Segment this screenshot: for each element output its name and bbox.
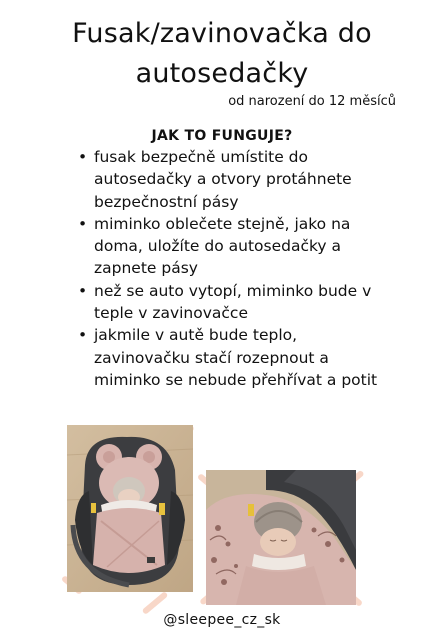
list-item: • miminko oblečete stejně, jako na doma, uložíte do autosedačky a zapnete pásy <box>78 213 388 280</box>
list-item: • fusak bezpečně umístite do autosedačky a otvory protáhnete bezpečnostní pásy <box>78 146 388 213</box>
instagram-handle: @sleepee_cz_sk <box>163 612 281 628</box>
how-it-works-heading: JAK TO FUNGUJE? <box>151 128 293 144</box>
list-item: • jakmile v autě bude teplo, zavinovačku stačí rozepnout a miminko se nebude přehřívat a potit <box>78 324 388 391</box>
instructions-list <box>78 146 388 391</box>
age-range-subtitle: od narození do 12 měsíců <box>228 94 396 109</box>
car-seat-photo-top-view <box>67 425 193 592</box>
list-item: • než se auto vytopí, miminko bude v teple v zavinovačce <box>78 280 388 325</box>
page-title: Fusak/zavinovačka do autosedačky <box>72 18 372 89</box>
baby-in-car-seat-photo <box>206 470 356 605</box>
